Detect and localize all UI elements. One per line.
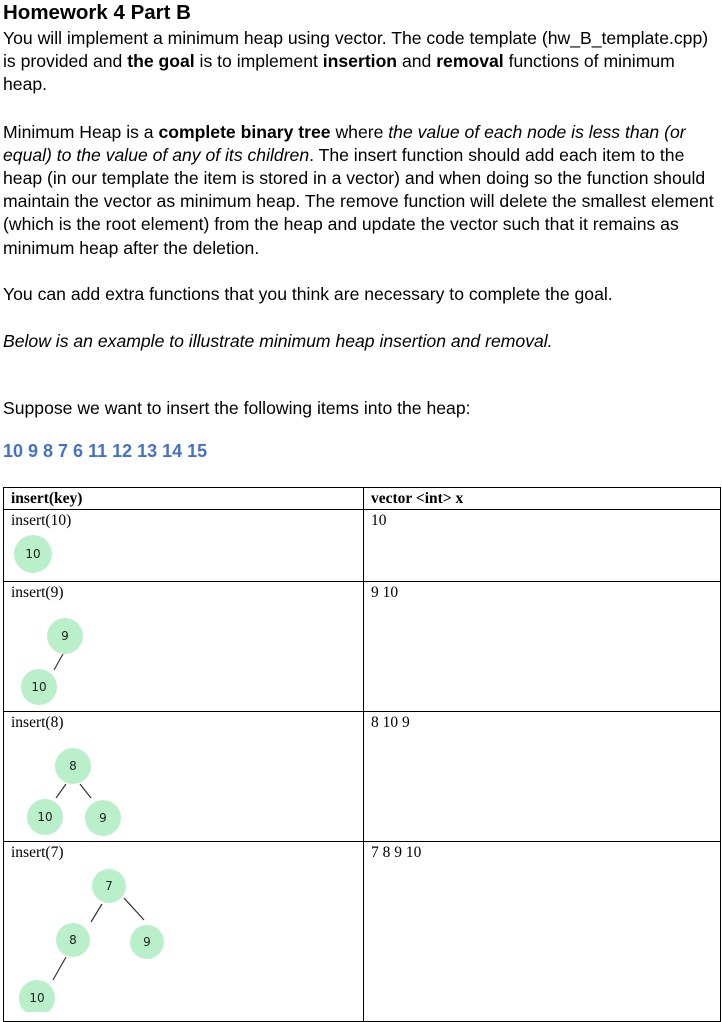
- insert-sequence: 10 9 8 7 6 11 12 13 14 15: [3, 441, 208, 462]
- op-label: insert(8): [11, 714, 64, 731]
- heap-node-label: 10: [31, 680, 47, 694]
- text-run: functions of minimum heap.: [3, 51, 675, 95]
- heap-edge: [56, 784, 66, 798]
- suppose-paragraph: Suppose we want to insert the following items into the heap:: [3, 398, 471, 419]
- heap-edge: [124, 898, 144, 920]
- text-run: where: [330, 121, 389, 142]
- bold-goal: the goal: [127, 51, 195, 72]
- heap-edge: [53, 957, 66, 980]
- text-run: and: [397, 51, 437, 72]
- page-title: Homework 4 Part B: [3, 1, 191, 24]
- heap-node-label: 10: [25, 547, 41, 561]
- op-label: insert(9): [11, 584, 64, 601]
- document: [3, 0, 719, 463]
- vector-cell: 7 8 9 10: [364, 842, 721, 1022]
- bold-insertion: insertion: [322, 51, 398, 72]
- heap-node-label: 10: [37, 810, 53, 824]
- heap-tree-diagram: [11, 862, 351, 1012]
- definition-paragraph: [3, 121, 719, 260]
- heap-node-label: 9: [61, 629, 69, 643]
- table-row: [4, 510, 721, 582]
- bold-removal: removal: [436, 51, 504, 72]
- text-run: . The insert function should add each item to the heap (in our template the item is stored in a vector) and when doing so the function should maintain the vector as minimum heap. The remove function will delete the smallest element (which is the root element) from the heap and update the vector such that it remains as minimum heap after the deletion.: [3, 144, 714, 258]
- extra-functions-paragraph: You can add extra functions that you think are necessary to complete the goal.: [3, 283, 613, 304]
- table-header-row: [4, 488, 721, 510]
- bold-complete-binary-tree: complete binary tree: [158, 121, 331, 142]
- italic-heap-property: the value of each node is less than (or equal) to the value of any of its children: [3, 121, 686, 165]
- intro-paragraph: [3, 27, 719, 97]
- table-row: [4, 582, 721, 712]
- example-intro-paragraph: Below is an example to illustrate minimum heap insertion and removal.: [3, 331, 553, 352]
- op-cell: [4, 842, 364, 1022]
- op-cell: [4, 510, 364, 582]
- table-row: [4, 712, 721, 842]
- heap-tree-diagram: [11, 530, 351, 578]
- vector-cell: 8 10 9: [364, 712, 721, 842]
- heap-node-label: 9: [99, 811, 107, 825]
- op-cell: [4, 582, 364, 712]
- heap-node-label: 10: [29, 991, 45, 1005]
- table-row: [4, 842, 721, 1022]
- text-run: You will implement a minimum heap using vector. The code template (hw_B_template.cpp) is provided and: [3, 28, 709, 72]
- heap-steps-table: [3, 487, 721, 1022]
- heap-node-label: 9: [143, 935, 151, 949]
- heap-node-label: 8: [69, 933, 77, 947]
- vector-cell: 10: [364, 510, 721, 582]
- text-run: is to implement: [194, 51, 323, 72]
- heap-edge: [54, 654, 63, 670]
- header-insert-key: insert(key): [4, 488, 364, 510]
- heap-tree-diagram: [11, 602, 351, 706]
- op-label: insert(10): [11, 512, 72, 529]
- header-vector: vector <int> x: [364, 488, 721, 510]
- text-run: Minimum Heap is a: [3, 121, 159, 142]
- op-cell: [4, 712, 364, 842]
- heap-tree-diagram: [11, 732, 351, 836]
- heap-edge: [91, 904, 102, 922]
- vector-cell: 9 10: [364, 582, 721, 712]
- op-label: insert(7): [11, 844, 64, 861]
- heap-edge: [80, 784, 91, 798]
- heap-node-label: 8: [69, 759, 77, 773]
- heap-node-label: 7: [105, 879, 113, 893]
